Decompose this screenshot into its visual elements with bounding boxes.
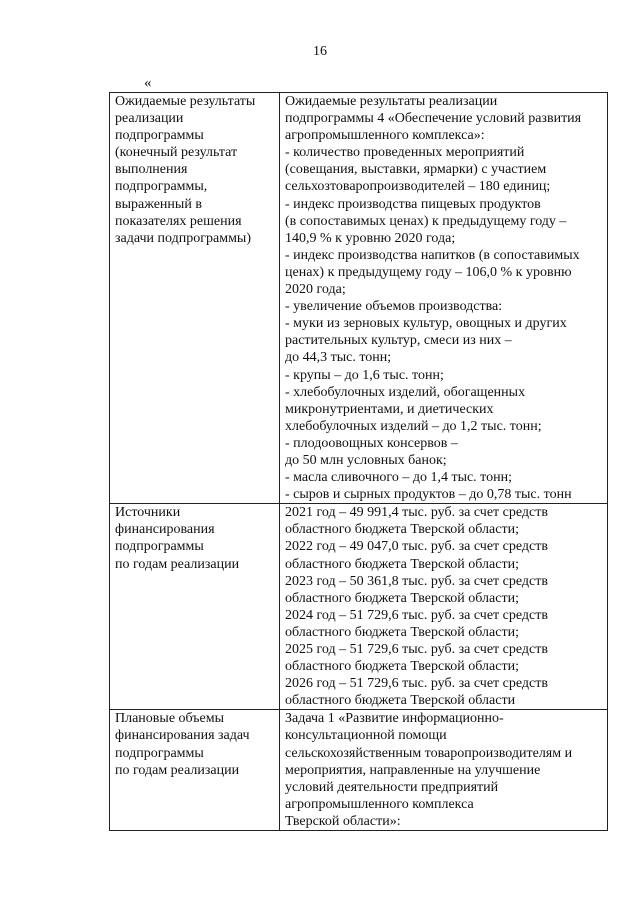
value-line: сельскохозяйственным товаропроизводителям и xyxy=(285,745,573,761)
value-line: - увеличение объемов производства: xyxy=(285,299,503,315)
label-line: реализации xyxy=(115,111,184,127)
value-line: - муки из зерновых культур, овощных и других xyxy=(285,316,567,332)
value-line: до 44,3 тыс. тонн; xyxy=(285,350,392,366)
label-line: финансирования xyxy=(115,522,215,538)
value-line: 2021 год – 49 991,4 тыс. руб. за счет средств xyxy=(285,505,548,521)
value-line: агропромышленного комплекса xyxy=(285,796,474,812)
label-line: подпрограммы xyxy=(115,745,204,761)
value-line: 2026 год – 51 729,6 тыс. руб. за счет средств xyxy=(285,676,548,692)
value-line: (совещания, выставки, ярмарки) с участием xyxy=(285,162,547,178)
value-line: - индекс производства пищевых продуктов xyxy=(285,196,541,212)
label-line: Источники xyxy=(115,505,181,521)
label-line: финансирования задач xyxy=(115,728,250,744)
value-line: - крупы – до 1,6 тыс. тонн; xyxy=(285,367,444,383)
subprogram-passport-table xyxy=(109,92,608,831)
value-line: - плодоовощных консервов – xyxy=(285,435,458,451)
value-line: 2020 года; xyxy=(285,282,346,298)
label-line: (конечный результат xyxy=(115,145,238,161)
value-line: консультационной помощи xyxy=(285,728,447,744)
label-line: показателях решения xyxy=(115,213,242,229)
value-line: - сыров и сырных продуктов – до 0,78 тыс. тонн xyxy=(285,487,572,503)
value-line: подпрограммы 4 «Обеспечение условий развития xyxy=(285,111,582,127)
value-line: - индекс производства напитков (в сопоставимых xyxy=(285,247,580,263)
value-line: - масла сливочного – до 1,4 тыс. тонн; xyxy=(285,470,512,486)
row-label-cell xyxy=(110,504,280,710)
value-line: областного бюджета Тверской области; xyxy=(285,659,519,675)
row-value-cell xyxy=(280,504,608,710)
value-line: (в сопоставимых ценах) к предыдущему году – xyxy=(285,213,567,229)
table-row xyxy=(110,504,608,710)
value-line: условий деятельности предприятий xyxy=(285,779,499,795)
value-line: Тверской области»: xyxy=(285,813,401,829)
value-line: 2023 год – 50 361,8 тыс. руб. за счет средств xyxy=(285,573,548,589)
value-line: областного бюджета Тверской области; xyxy=(285,624,519,640)
value-line: 2025 год – 51 729,6 тыс. руб. за счет средств xyxy=(285,642,548,657)
row-value-cell xyxy=(280,93,608,504)
value-line: до 50 млн условных банок; xyxy=(285,452,447,468)
value-line: ценах) к предыдущему году – 106,0 % к уровню xyxy=(285,264,572,280)
page-number: 16 xyxy=(313,44,327,59)
value-line: 140,9 % к уровню 2020 года; xyxy=(285,230,456,246)
label-line: по годам реализации xyxy=(115,762,240,778)
value-line: мероприятия, направленные на улучшение xyxy=(285,762,541,778)
label-line: задачи подпрограммы) xyxy=(115,230,252,246)
label-line: подпрограммы xyxy=(115,128,204,144)
value-line: 2024 год – 51 729,6 тыс. руб. за счет средств xyxy=(285,607,548,623)
opening-quote-mark: « xyxy=(144,75,152,91)
label-line: выполнения xyxy=(115,162,188,178)
value-line: областного бюджета Тверской области; xyxy=(285,522,519,538)
row-label-cell xyxy=(110,93,280,504)
value-line: областного бюджета Тверской области; xyxy=(285,590,519,606)
label-line: Ожидаемые результаты xyxy=(115,94,256,109)
label-line: выраженный в xyxy=(115,196,202,212)
value-line: растительных культур, смеси из них – xyxy=(285,333,512,349)
value-line: сельхозтоваропроизводителей – 180 единиц; xyxy=(285,179,551,195)
label-line: по годам реализации xyxy=(115,556,240,572)
row-value-cell xyxy=(280,710,608,831)
value-line: областного бюджета Тверской области xyxy=(285,693,516,709)
label-line: подпрограммы, xyxy=(115,179,208,195)
value-line: микронутриентами, и диетических xyxy=(285,401,494,417)
label-line: Плановые объемы xyxy=(115,711,225,727)
value-line: агропромышленного комплекса»: xyxy=(285,128,485,144)
value-line: - хлебобулочных изделий, обогащенных xyxy=(285,384,526,400)
value-line: хлебобулочных изделий – до 1,2 тыс. тонн; xyxy=(285,418,542,434)
value-line: областного бюджета Тверской области; xyxy=(285,556,519,572)
value-line: - количество проведенных мероприятий xyxy=(285,145,525,161)
row-label-cell xyxy=(110,710,280,831)
value-line: 2022 год – 49 047,0 тыс. руб. за счет средств xyxy=(285,539,548,555)
table-row xyxy=(110,93,608,504)
value-line: Ожидаемые результаты реализации xyxy=(285,94,498,109)
label-line: подпрограммы xyxy=(115,539,204,555)
table-row xyxy=(110,710,608,831)
value-line: Задача 1 «Развитие информационно- xyxy=(285,711,504,727)
